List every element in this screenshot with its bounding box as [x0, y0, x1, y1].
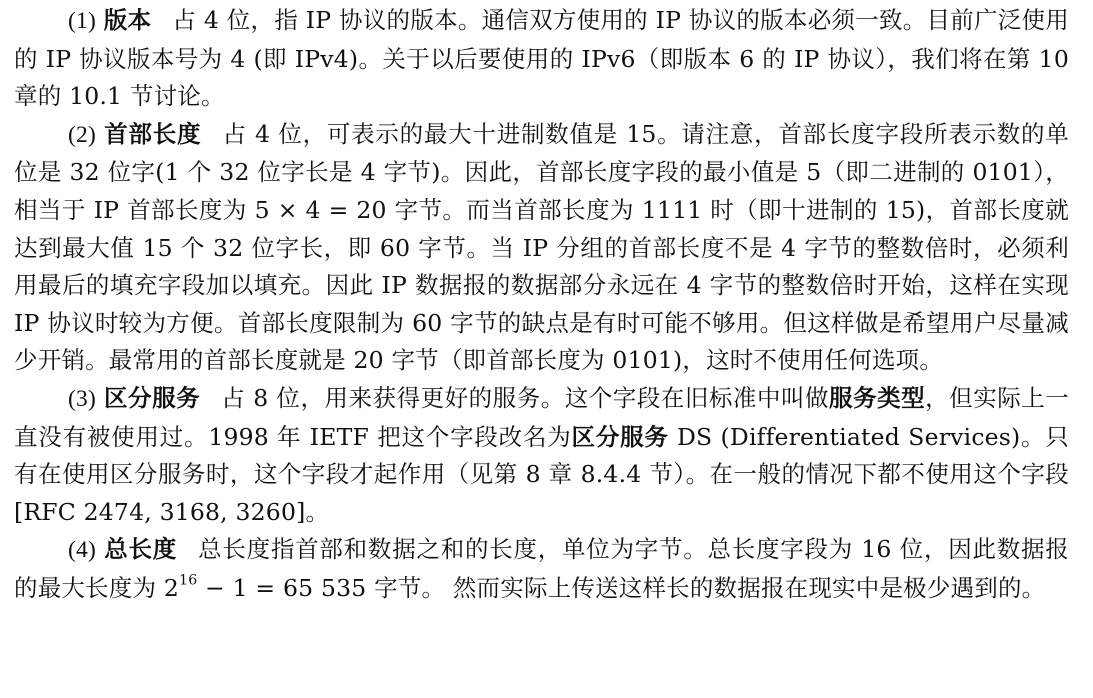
exponent: 16: [179, 572, 198, 589]
field-heading-total-length: 总长度: [104, 535, 178, 564]
paragraph-text: − 1 = 65 535 字节。 然而实际上传送这样长的数据报在现实中是极少遇到的。: [197, 573, 1046, 602]
paragraph-text: 总长度指首部和数据之和的长度，单位为字节。总长度字段为 16 位，因此数据报的最大长度为 2: [14, 535, 1069, 602]
paragraph-text: 占 8 位，用来获得更好的服务。这个字段在旧标准中叫做: [221, 383, 830, 412]
paragraph-text: 占 4 位，可表示的最大十进制数值是 15。请注意，首部长度字段所表示数的单位是 32 位字(1 个 32 位字长是 4 字节)。因此，首部长度字段的最小值是 5（即二进制的 0101），相当于 IP 首部长度为 5 × 4 = 20 字节。而当首部长度为 1111 时（即十进制的 15)，首部长度就达到最大值 15 个 32 位字长，即 60 字节。当 IP 分组的首部长度不是 4 字节的整数倍时，必须利用最后的填充字段加以填充。因此 IP 数据报的数据部分永远在 4 字节的整数倍时开始，这样在实现 IP 协议时较为方便。首部长度限制为 60 字节的缺点是有时可能不够用。但这样做是希望用户尽量减少开销。最常用的首部长度就是 20 字节（即首部长度为 0101)，这时不使用任何选项。: [14, 119, 1069, 375]
item-number: (3): [68, 385, 97, 412]
paragraph-text: DS (Differentiated Services)。只有在使用区分服务时，这个字段才起作用（见第 8 章 8.4.4 节）。在一般的情况下都不使用这个字段[RFC 2474, 3168, 3260]。: [14, 422, 1069, 526]
field-heading-version: 版本: [103, 6, 152, 34]
bold-term: 服务类型: [829, 383, 926, 412]
paragraph-differentiated-services: [14, 380, 1069, 531]
paragraph-version: [14, 2, 1069, 116]
field-heading-differentiated-services: 区分服务: [104, 383, 201, 412]
item-number: (1): [68, 8, 97, 34]
bold-term: 区分服务: [571, 422, 669, 451]
item-number: (4): [68, 537, 97, 564]
document-page: [14, 2, 1069, 608]
paragraph-text: 占 4 位，指 IP 协议的版本。通信双方使用的 IP 协议的版本必须一致。目前广泛使用的 IP 协议版本号为 4 (即 IPv4)。关于以后要使用的 IPv6（即版本 6 的 IP 协议），我们将在第 10 章的 10.1 节讨论。: [14, 6, 1069, 111]
paragraph-header-length: [14, 116, 1069, 380]
paragraph-text: ，但实际上一直没有被使用过。1998 年 IETF 把这个字段改名为: [14, 383, 1069, 451]
item-number: (2): [68, 121, 97, 148]
field-heading-header-length: 首部长度: [104, 119, 202, 148]
paragraph-total-length: [14, 531, 1069, 607]
